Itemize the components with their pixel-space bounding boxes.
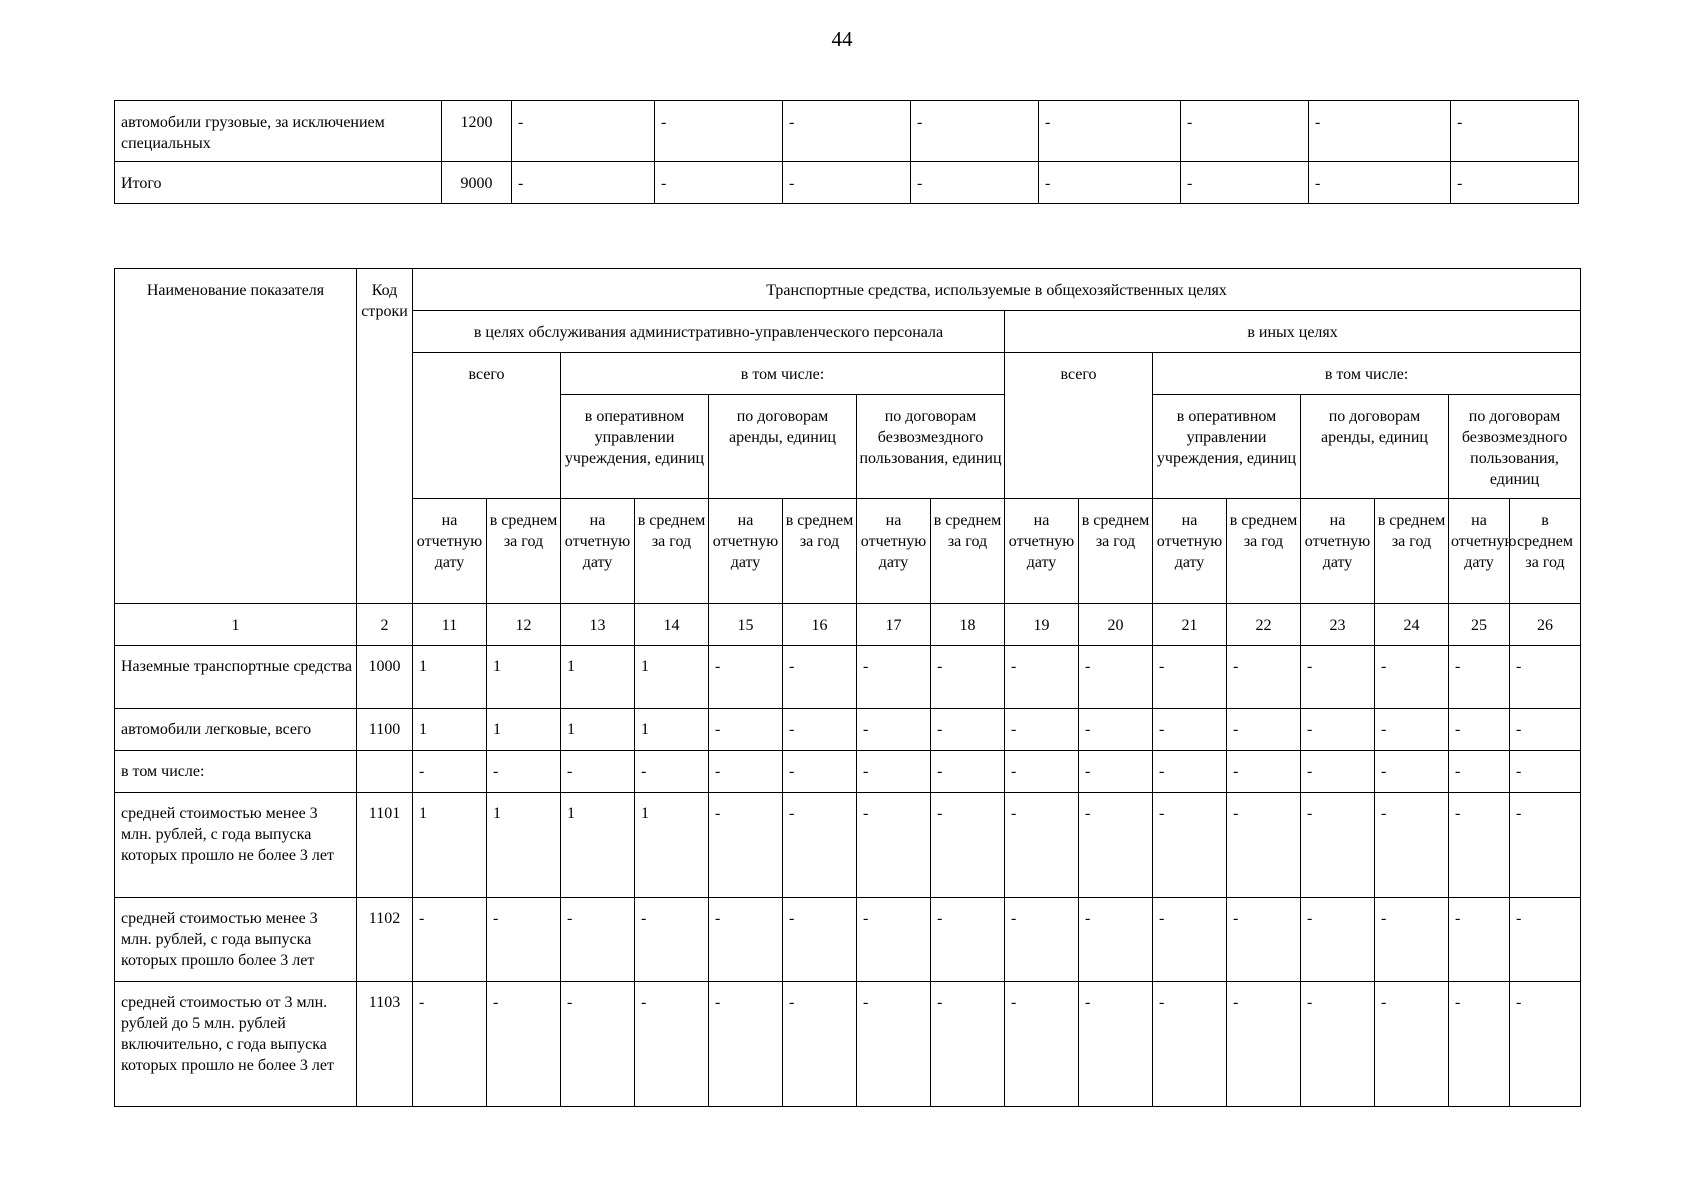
header-at-date: на отчетную дату <box>561 499 635 604</box>
row-value: - <box>1079 793 1153 898</box>
row-value: - <box>857 898 931 982</box>
column-numbers-row <box>115 604 1581 646</box>
row-value: - <box>1510 898 1581 982</box>
top-table <box>114 100 1579 204</box>
row-value: - <box>931 982 1005 1107</box>
row-code: 1102 <box>357 898 413 982</box>
row-value: - <box>857 982 931 1107</box>
row-value: - <box>487 751 561 793</box>
row-value: - <box>709 646 783 709</box>
row-value: - <box>783 982 857 1107</box>
row-value: - <box>1449 982 1510 1107</box>
row-value: - <box>1227 646 1301 709</box>
header-avg-year: в среднем за год <box>487 499 561 604</box>
header-avg-year: в среднем за год <box>783 499 857 604</box>
column-number: 20 <box>1079 604 1153 646</box>
table-row <box>115 751 1581 793</box>
column-number: 11 <box>413 604 487 646</box>
header-other-operative: в оперативном управлении учреждения, единиц <box>1153 395 1301 499</box>
table-row <box>115 898 1581 982</box>
row-value: - <box>1375 982 1449 1107</box>
header-avg-year: в среднем за год <box>1079 499 1153 604</box>
column-number: 12 <box>487 604 561 646</box>
row-value: - <box>1309 162 1451 204</box>
row-code <box>357 751 413 793</box>
column-number: 22 <box>1227 604 1301 646</box>
row-value: - <box>1449 709 1510 751</box>
row-value: 1 <box>561 646 635 709</box>
row-value: 1 <box>635 709 709 751</box>
row-value: - <box>1005 982 1079 1107</box>
row-value: 1 <box>413 709 487 751</box>
column-number: 26 <box>1510 604 1581 646</box>
header-avg-year: в среднем за год <box>1510 499 1581 604</box>
row-value: - <box>783 898 857 982</box>
row-value: - <box>1153 646 1227 709</box>
row-value: - <box>1301 646 1375 709</box>
row-value: - <box>1449 793 1510 898</box>
header-other-lease: по договорам аренды, единиц <box>1301 395 1449 499</box>
header-at-date: на отчетную дату <box>709 499 783 604</box>
row-value: 1 <box>413 646 487 709</box>
row-value: - <box>1039 101 1181 162</box>
row-name: средней стоимостью менее 3 млн. рублей, с года выпуска которых прошло более 3 лет <box>115 898 357 982</box>
row-value: - <box>1375 898 1449 982</box>
header-other-free-use: по договорам безвозмездного пользования, единиц <box>1449 395 1581 499</box>
row-value: - <box>911 162 1039 204</box>
header-at-date: на отчетную дату <box>413 499 487 604</box>
row-value: 1 <box>635 646 709 709</box>
row-value: - <box>1227 751 1301 793</box>
header-admin-including: в том числе: <box>561 353 1005 395</box>
row-value: - <box>1153 751 1227 793</box>
header-admin-operative: в оперативном управлении учреждения, единиц <box>561 395 709 499</box>
row-value: 1 <box>561 793 635 898</box>
column-number: 17 <box>857 604 931 646</box>
row-value: - <box>1510 982 1581 1107</box>
row-value: - <box>635 898 709 982</box>
row-value: - <box>1227 982 1301 1107</box>
row-value: - <box>561 982 635 1107</box>
row-value: - <box>1079 646 1153 709</box>
header-code-col: Код строки <box>357 269 413 604</box>
row-value: - <box>655 101 783 162</box>
row-name: автомобили грузовые, за исключением специальных <box>115 101 442 162</box>
header-admin-free-use: по договорам безвозмездного пользования, единиц <box>857 395 1005 499</box>
column-number: 21 <box>1153 604 1227 646</box>
header-avg-year: в среднем за год <box>1227 499 1301 604</box>
row-value: - <box>1375 793 1449 898</box>
row-value: - <box>1449 898 1510 982</box>
row-value: - <box>1079 898 1153 982</box>
column-number: 13 <box>561 604 635 646</box>
row-value: - <box>635 751 709 793</box>
row-value: - <box>1227 898 1301 982</box>
row-value: - <box>487 982 561 1107</box>
row-value: 1 <box>487 709 561 751</box>
row-value: - <box>1181 101 1309 162</box>
row-value: - <box>1301 709 1375 751</box>
header-admin-lease: по договорам аренды, единиц <box>709 395 857 499</box>
row-value: - <box>1301 982 1375 1107</box>
row-value: - <box>413 898 487 982</box>
row-value: - <box>931 646 1005 709</box>
row-name: средней стоимостью от 3 млн. рублей до 5 млн. рублей включительно, с года выпуска которых прошло не более 3 лет <box>115 982 357 1107</box>
header-other: в иных целях <box>1005 311 1581 353</box>
row-code: 1103 <box>357 982 413 1107</box>
row-value: - <box>783 709 857 751</box>
table-row <box>115 162 1579 204</box>
row-name: в том числе: <box>115 751 357 793</box>
row-value: - <box>1301 898 1375 982</box>
header-group-title: Транспортные средства, используемые в общехозяйственных целях <box>413 269 1581 311</box>
row-value: - <box>783 646 857 709</box>
table-row <box>115 982 1581 1107</box>
row-value: - <box>1375 646 1449 709</box>
row-value: - <box>931 898 1005 982</box>
table-row <box>115 709 1581 751</box>
row-value: - <box>1005 646 1079 709</box>
row-value: - <box>1451 101 1579 162</box>
row-value: - <box>1153 898 1227 982</box>
row-value: - <box>487 898 561 982</box>
row-value: - <box>1510 751 1581 793</box>
row-value: 1 <box>487 646 561 709</box>
row-value: 1 <box>635 793 709 898</box>
row-code: 1101 <box>357 793 413 898</box>
row-value: - <box>857 793 931 898</box>
row-value: - <box>413 982 487 1107</box>
row-value: - <box>413 751 487 793</box>
header-admin: в целях обслуживания административно-управленческого персонала <box>413 311 1005 353</box>
row-value: - <box>1449 751 1510 793</box>
row-value: - <box>857 751 931 793</box>
header-avg-year: в среднем за год <box>931 499 1005 604</box>
row-value: - <box>1510 646 1581 709</box>
row-code: 1200 <box>442 101 512 162</box>
row-value: - <box>1153 793 1227 898</box>
row-value: - <box>783 162 911 204</box>
row-name: средней стоимостью менее 3 млн. рублей, с года выпуска которых прошло не более 3 лет <box>115 793 357 898</box>
main-table <box>114 268 1581 1107</box>
row-value: - <box>635 982 709 1107</box>
row-value: - <box>561 751 635 793</box>
row-name: Итого <box>115 162 442 204</box>
header-other-total: всего <box>1005 353 1153 499</box>
page-number: 44 <box>831 27 853 51</box>
table-row <box>115 101 1579 162</box>
row-value: - <box>1375 751 1449 793</box>
column-number: 1 <box>115 604 357 646</box>
row-value: - <box>1005 793 1079 898</box>
row-value: - <box>857 646 931 709</box>
row-value: - <box>655 162 783 204</box>
header-at-date: на отчетную дату <box>1449 499 1510 604</box>
row-value: - <box>1005 751 1079 793</box>
column-number: 16 <box>783 604 857 646</box>
row-value: - <box>1181 162 1309 204</box>
column-number: 25 <box>1449 604 1510 646</box>
row-value: - <box>1005 898 1079 982</box>
row-value: - <box>783 751 857 793</box>
row-value: - <box>512 162 655 204</box>
table-row <box>115 793 1581 898</box>
row-value: - <box>709 982 783 1107</box>
column-number: 14 <box>635 604 709 646</box>
row-value: 1 <box>487 793 561 898</box>
row-code: 1000 <box>357 646 413 709</box>
row-value: - <box>1079 751 1153 793</box>
row-value: - <box>709 793 783 898</box>
row-value: - <box>1005 709 1079 751</box>
row-value: - <box>1079 982 1153 1107</box>
header-at-date: на отчетную дату <box>1301 499 1375 604</box>
row-value: - <box>857 709 931 751</box>
header-at-date: на отчетную дату <box>1005 499 1079 604</box>
row-value: - <box>1227 793 1301 898</box>
row-value: - <box>709 709 783 751</box>
row-value: - <box>709 898 783 982</box>
row-value: 1 <box>561 709 635 751</box>
column-number: 23 <box>1301 604 1375 646</box>
row-value: - <box>709 751 783 793</box>
row-value: - <box>931 793 1005 898</box>
row-value: - <box>931 709 1005 751</box>
row-value: - <box>1039 162 1181 204</box>
row-value: - <box>1309 101 1451 162</box>
row-value: - <box>1079 709 1153 751</box>
row-name: автомобили легковые, всего <box>115 709 357 751</box>
row-name: Наземные транспортные средства <box>115 646 357 709</box>
row-value: - <box>1451 162 1579 204</box>
row-value: - <box>783 101 911 162</box>
header-other-including: в том числе: <box>1153 353 1581 395</box>
row-value: - <box>1301 751 1375 793</box>
column-number: 18 <box>931 604 1005 646</box>
header-name-col: Наименование показателя <box>115 269 357 604</box>
row-value: - <box>1375 709 1449 751</box>
row-value: - <box>512 101 655 162</box>
column-number: 24 <box>1375 604 1449 646</box>
column-number: 2 <box>357 604 413 646</box>
row-value: - <box>1301 793 1375 898</box>
row-value: 1 <box>413 793 487 898</box>
row-code: 1100 <box>357 709 413 751</box>
row-value: - <box>783 793 857 898</box>
header-avg-year: в среднем за год <box>1375 499 1449 604</box>
row-value: - <box>1449 646 1510 709</box>
column-number: 15 <box>709 604 783 646</box>
row-value: - <box>931 751 1005 793</box>
header-at-date: на отчетную дату <box>1153 499 1227 604</box>
header-at-date: на отчетную дату <box>857 499 931 604</box>
row-value: - <box>1153 982 1227 1107</box>
header-admin-total: всего <box>413 353 561 499</box>
row-value: - <box>561 898 635 982</box>
row-value: - <box>1510 793 1581 898</box>
row-value: - <box>1153 709 1227 751</box>
row-value: - <box>1227 709 1301 751</box>
row-value: - <box>911 101 1039 162</box>
row-code: 9000 <box>442 162 512 204</box>
row-value: - <box>1510 709 1581 751</box>
header-avg-year: в среднем за год <box>635 499 709 604</box>
table-row <box>115 646 1581 709</box>
column-number: 19 <box>1005 604 1079 646</box>
